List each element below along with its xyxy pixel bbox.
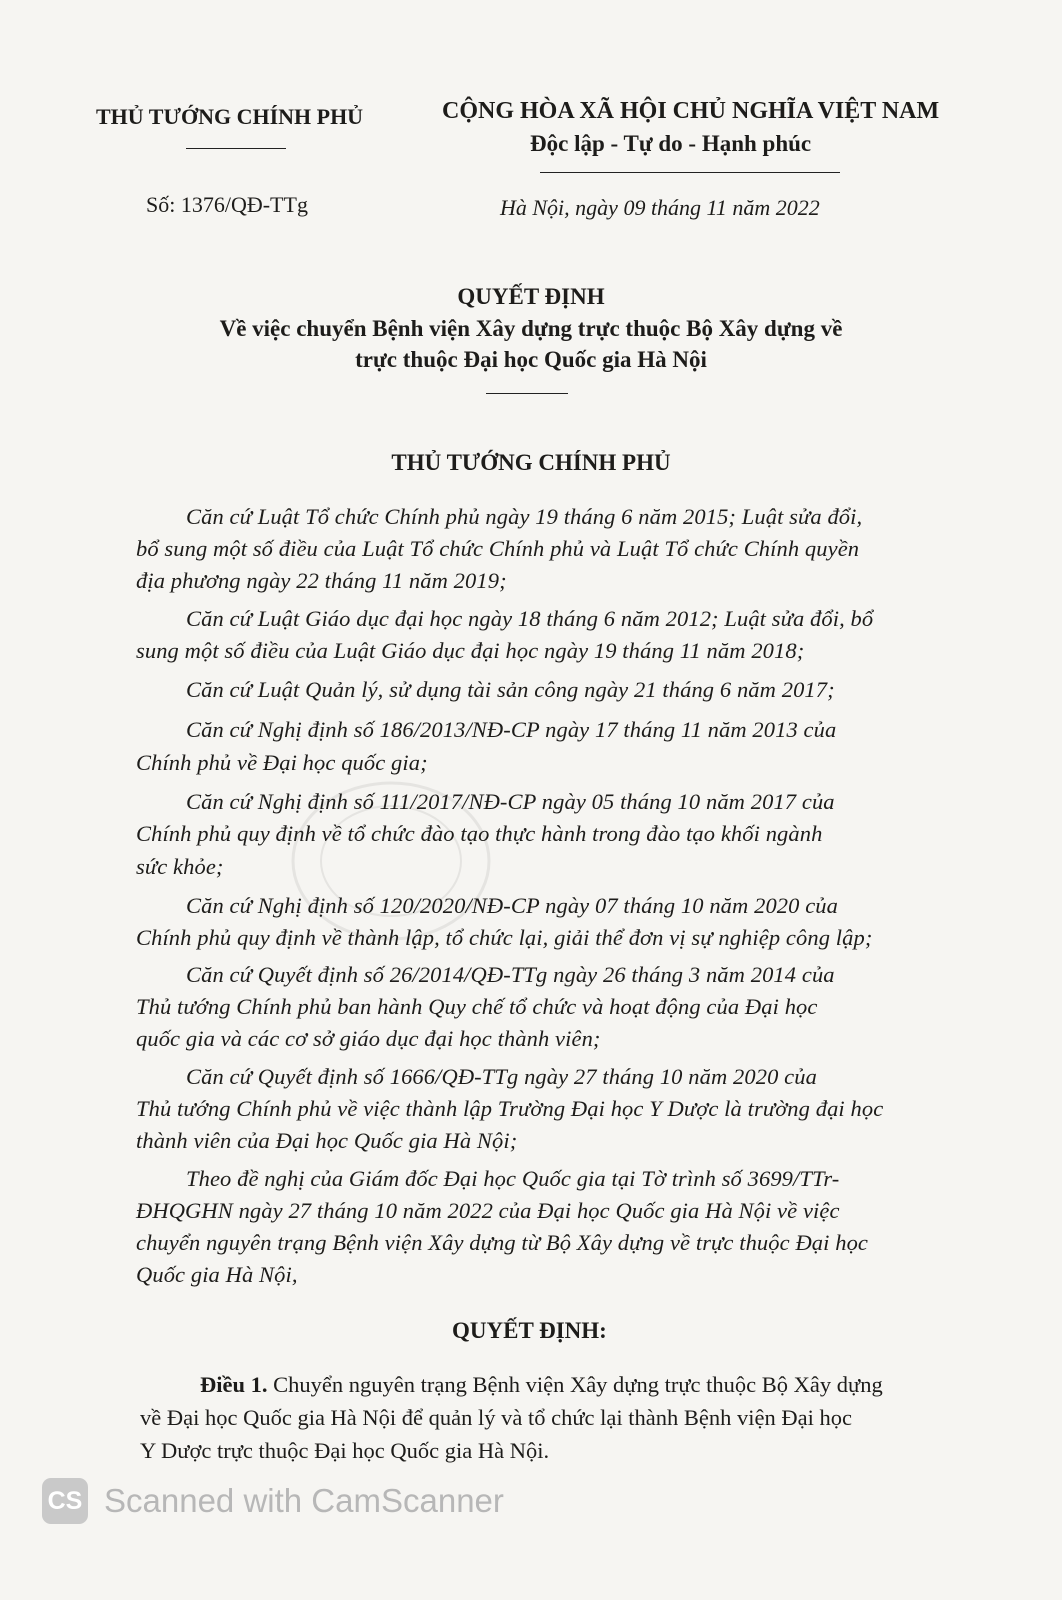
preamble-3-line-1: Căn cứ Luật Quản lý, sử dụng tài sản công ngày 21 tháng 6 năm 2017; [186,677,835,702]
preamble-9-line-3: chuyển nguyên trạng Bệnh viện Xây dựng từ Bộ Xây dựng về trực thuộc Đại học [136,1230,869,1255]
preamble-7-line-1: Căn cứ Quyết định số 26/2014/QĐ-TTg ngày 26 tháng 3 năm 2014 của [186,962,835,987]
article-1-line-3: Y Dược trực thuộc Đại học Quốc gia Hà Nội. [140,1438,550,1463]
preamble-2-line-1: Căn cứ Luật Giáo dục đại học ngày 18 tháng 6 năm 2012; Luật sửa đổi, bổ [186,606,874,631]
preamble-4-line-2: Chính phủ về Đại học quốc gia; [136,750,428,775]
subject-line-2: trực thuộc Đại học Quốc gia Hà Nội [355,347,707,372]
preamble-1-line-3: địa phương ngày 22 tháng 11 năm 2019; [136,568,507,593]
document-number: Số: 1376/QĐ-TTg [146,192,308,217]
preamble-7-line-2: Thủ tướng Chính phủ ban hành Quy chế tổ chức và hoạt động của Đại học [136,994,818,1019]
issuing-authority: THỦ TƯỚNG CHÍNH PHỦ [391,450,671,475]
preamble-4-line-1: Căn cứ Nghị định số 186/2013/NĐ-CP ngày 17 tháng 11 năm 2013 của [186,717,837,742]
article-1-line-2: về Đại học Quốc gia Hà Nội để quản lý và tổ chức lại thành Bệnh viện Đại học [140,1405,852,1430]
preamble-5-line-2: Chính phủ quy định về tổ chức đào tạo thực hành trong đào tạo khối ngành [136,821,823,846]
subject-line-1: Về việc chuyển Bệnh viện Xây dựng trực thuộc Bộ Xây dựng về [219,316,843,341]
motto-underline [540,172,840,173]
country-heading: CỘNG HÒA XÃ HỘI CHỦ NGHĨA VIỆT NAM [442,98,940,124]
camscanner-text: Scanned with CamScanner [104,1482,504,1519]
article-1-label: Điều 1. [200,1372,268,1397]
issuer-heading: THỦ TƯỚNG CHÍNH PHỦ [96,104,364,129]
article-1-text-1: Chuyển nguyên trạng Bệnh viện Xây dựng trực thuộc Bộ Xây dựng [273,1372,883,1397]
issuer-underline [186,148,286,149]
document-title: QUYẾT ĐỊNH [457,284,605,309]
article-1-line-1 [200,1372,883,1398]
preamble-1-line-1: Căn cứ Luật Tổ chức Chính phủ ngày 19 tháng 6 năm 2015; Luật sửa đổi, [186,504,863,529]
title-underline [486,393,568,394]
preamble-9-line-2: ĐHQGHN ngày 27 tháng 10 năm 2022 của Đại học Quốc gia Hà Nội về việc [136,1198,840,1223]
preamble-6-line-2: Chính phủ quy định về thành lập, tổ chức lại, giải thể đơn vị sự nghiệp công lập; [136,925,873,950]
preamble-2-line-2: sung một số điều của Luật Giáo dục đại học ngày 19 tháng 11 năm 2018; [136,638,805,663]
camscanner-logo-icon: CS [42,1478,88,1524]
camscanner-watermark [42,1478,504,1524]
preamble-6-line-1: Căn cứ Nghị định số 120/2020/NĐ-CP ngày 07 tháng 10 năm 2020 của [186,893,838,918]
preamble-8-line-3: thành viên của Đại học Quốc gia Hà Nội; [136,1128,518,1153]
preamble-8-line-2: Thủ tướng Chính phủ về việc thành lập Trường Đại học Y Dược là trường đại học [136,1096,884,1121]
preamble-9-line-4: Quốc gia Hà Nội, [136,1262,298,1287]
preamble-1-line-2: bổ sung một số điều của Luật Tổ chức Chính phủ và Luật Tổ chức Chính quyền [136,536,860,561]
preamble-5-line-1: Căn cứ Nghị định số 111/2017/NĐ-CP ngày 05 tháng 10 năm 2017 của [186,789,835,814]
preamble-9-line-1: Theo đề nghị của Giám đốc Đại học Quốc gia tại Tờ trình số 3699/TTr- [186,1166,840,1191]
place-date: Hà Nội, ngày 09 tháng 11 năm 2022 [500,195,820,220]
preamble-8-line-1: Căn cứ Quyết định số 1666/QĐ-TTg ngày 27 tháng 10 năm 2020 của [186,1064,817,1089]
national-motto: Độc lập - Tự do - Hạnh phúc [530,131,812,156]
preamble-5-line-3: sức khỏe; [136,854,224,879]
preamble-7-line-3: quốc gia và các cơ sở giáo dục đại học thành viên; [136,1026,601,1051]
decision-heading: QUYẾT ĐỊNH: [452,1318,607,1343]
